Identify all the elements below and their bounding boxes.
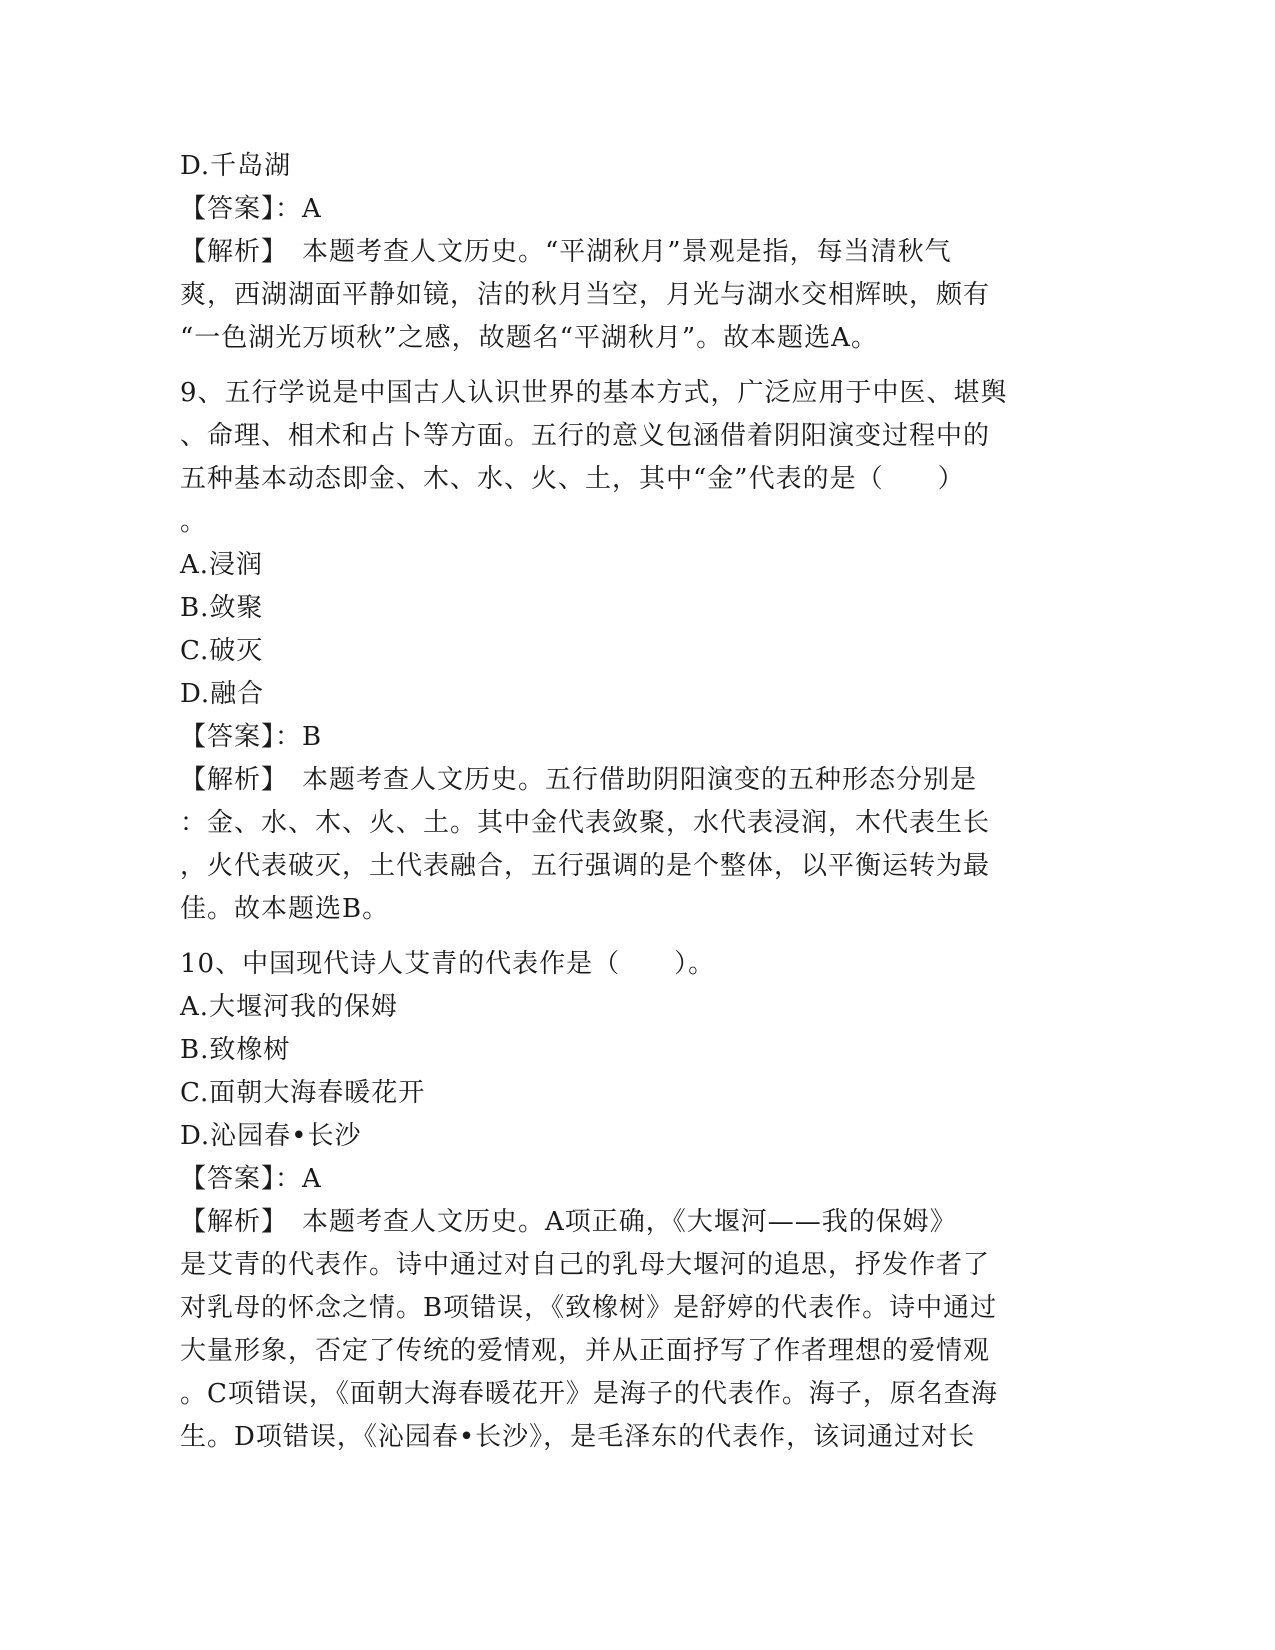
- q10-analysis-line: 对乳母的怀念之情。B项错误，《致橡树》是舒婷的代表作。诗中通过: [180, 1293, 998, 1323]
- question-10: [180, 943, 1080, 1459]
- q9-stem-line: 五种基本动态即金、木、水、火、土，其中“金”代表的是（ ）: [180, 464, 965, 494]
- q10-analysis-line: 大量形象，否定了传统的爱情观，并从正面抒写了作者理想的爱情观: [180, 1336, 991, 1366]
- q10-answer: 【答案】：A: [180, 1164, 322, 1194]
- q8-answer: 【答案】：A: [180, 194, 322, 224]
- q8-analysis-line: “一色湖光万顷秋”之感，故题名“平湖秋月”。故本题选A。: [180, 323, 878, 353]
- question-8-tail: [180, 145, 1080, 360]
- q9-option-d: D.融合: [180, 679, 265, 709]
- q9-stem-line: 。: [180, 507, 208, 537]
- q10-analysis-line: 生。D项错误，《沁园春•长沙》，是毛泽东的代表作，该词通过对长: [180, 1422, 976, 1452]
- q9-stem-line: 9、五行学说是中国古人认识世界的基本方式，广泛应用于中医、堪舆: [180, 378, 1008, 408]
- q10-option-d: D.沁园春•长沙: [180, 1121, 362, 1151]
- q10-analysis-line: 。C项错误，《面朝大海春暖花开》是海子的代表作。海子，原名查海: [180, 1379, 998, 1409]
- q9-answer: 【答案】：B: [180, 722, 323, 752]
- q9-option-a: A.浸润: [180, 550, 264, 580]
- q10-analysis-line: 【解析】 本题考查人文历史。A项正确，《大堰河——我的保姆》: [180, 1207, 957, 1237]
- q8-option-d: D.千岛湖: [180, 151, 292, 181]
- q10-option-a: A.大堰河我的保姆: [180, 992, 399, 1022]
- q10-option-c: C.面朝大海春暖花开: [180, 1078, 426, 1108]
- q9-analysis-line: 【解析】 本题考查人文历史。五行借助阴阳演变的五种形态分别是: [180, 765, 978, 795]
- q8-analysis-line: 【解析】 本题考查人文历史。“平湖秋月”景观是指，每当清秋气: [180, 237, 952, 267]
- q9-option-c: C.破灭: [180, 636, 264, 666]
- q8-analysis-line: 爽，西湖湖面平静如镜，洁的秋月当空，月光与湖水交相辉映，颇有: [180, 280, 991, 310]
- document-page: [180, 145, 1080, 1459]
- q9-analysis-line: ，火代表破灭，土代表融合，五行强调的是个整体，以平衡运转为最: [180, 851, 991, 881]
- q10-analysis-line: 是艾青的代表作。诗中通过对自己的乳母大堰河的追思，抒发作者了: [180, 1250, 991, 1280]
- q9-analysis-line: 佳。故本题选B。: [180, 894, 390, 924]
- q9-option-b: B.敛聚: [180, 593, 264, 623]
- question-9: [180, 372, 1080, 931]
- q10-stem: 10、中国现代诗人艾青的代表作是（ ）。: [180, 949, 716, 979]
- q10-option-b: B.致橡树: [180, 1035, 291, 1065]
- q9-stem-line: 、命理、相术和占卜等方面。五行的意义包涵借着阴阳演变过程中的: [180, 421, 991, 451]
- q9-analysis-line: ：金、水、木、火、土。其中金代表敛聚，水代表浸润，木代表生长: [180, 808, 991, 838]
